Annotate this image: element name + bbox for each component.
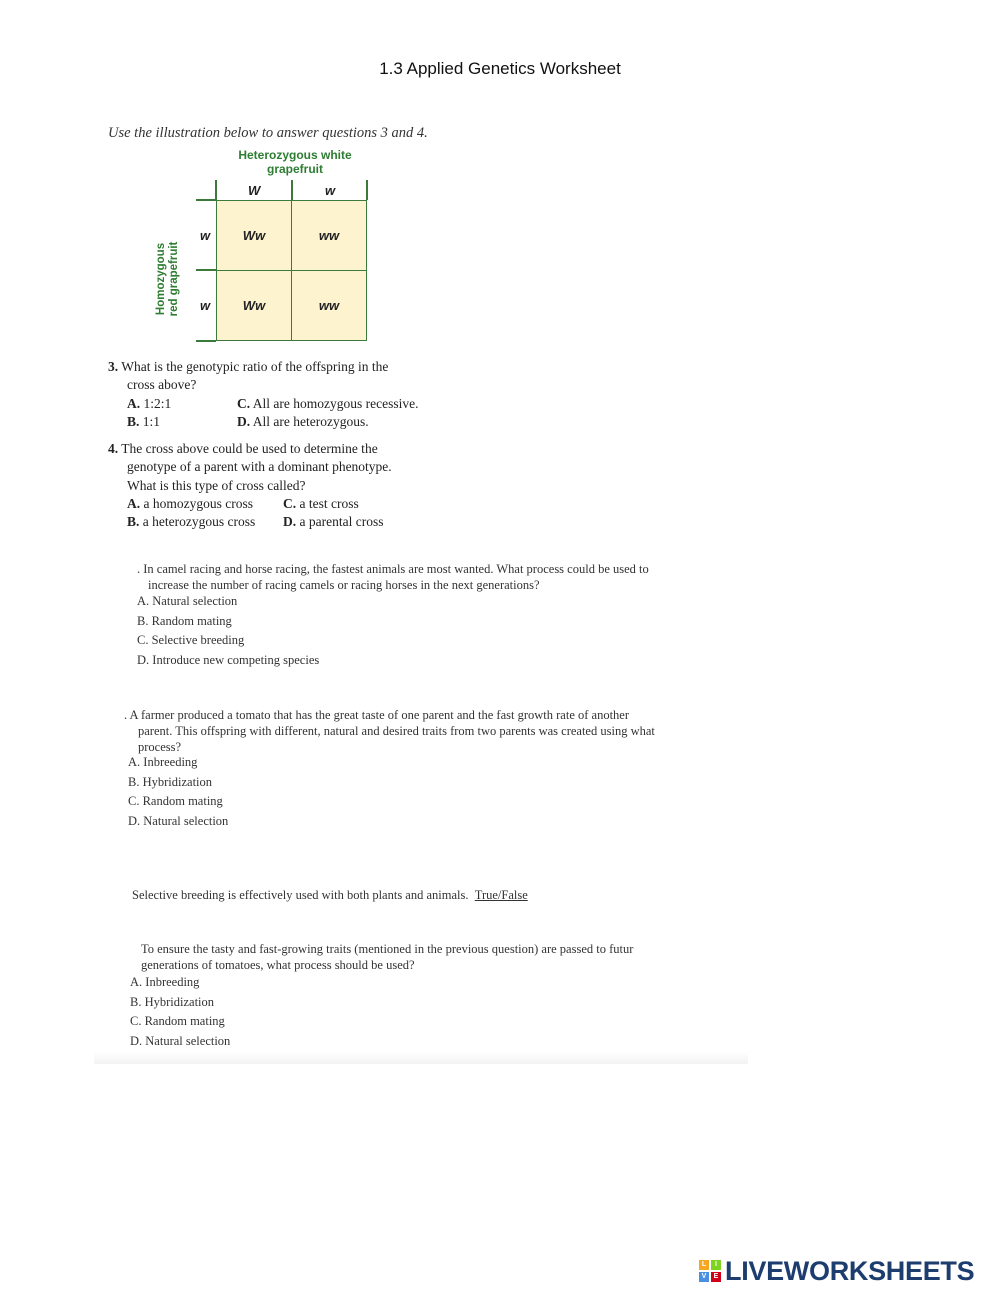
option-text: a homozygous cross (143, 495, 253, 511)
question-5 (137, 561, 757, 593)
option-text: a test cross (299, 495, 359, 511)
option-a[interactable] (127, 495, 283, 513)
question-text: . A farmer produced a tomato that has the great taste of one parent and the fast growth rate of another (124, 708, 630, 722)
row-allele-2: w (200, 298, 211, 313)
grid-line (196, 199, 216, 201)
option-letter: B. (127, 413, 140, 429)
question-4 (108, 440, 468, 531)
option-a[interactable]: A. Natural selection (137, 594, 238, 608)
liveworksheets-logo[interactable] (699, 1256, 974, 1286)
logo-square: L (699, 1260, 709, 1270)
question-8 (141, 941, 761, 973)
question-5-options (137, 592, 537, 670)
option-a[interactable] (127, 395, 237, 413)
option-c[interactable] (283, 495, 359, 513)
instructions: Use the illustration below to answer questions 3 and 4. (108, 125, 428, 141)
question-text: parent. This offspring with different, natural and desired traits from two parents was created using what (138, 724, 655, 738)
grid-line (196, 340, 216, 342)
col-allele-1: W (248, 183, 261, 198)
option-b[interactable]: B. Random mating (137, 613, 232, 628)
grid-line (215, 180, 217, 200)
option-c[interactable]: C. Selective breeding (137, 633, 245, 647)
option-text: a heterozygous cross (142, 514, 256, 530)
question-text: The cross above could be used to determine the (121, 441, 378, 456)
page-title: 1.3 Applied Genetics Worksheet (379, 59, 621, 78)
logo-square: V (699, 1272, 709, 1282)
grid-line (366, 180, 368, 200)
logo-square: E (711, 1272, 721, 1282)
question-number: 3. (108, 359, 119, 374)
punnett-top-label (215, 148, 375, 176)
question-text: increase the number of racing camels or racing horses in the next generations? (148, 578, 540, 592)
option-text: 1:2:1 (143, 395, 172, 411)
option-letter: A. (127, 495, 141, 511)
punnett-top-label-line1: Heterozygous white (238, 148, 352, 162)
option-b[interactable] (127, 413, 237, 431)
option-text: 1:1 (142, 413, 161, 429)
option-b[interactable]: B. Hybridization (130, 994, 215, 1009)
option-c[interactable]: C. Random mating (130, 1014, 225, 1028)
option-letter: B. (127, 514, 140, 530)
question-6 (124, 707, 764, 755)
option-letter: C. (237, 395, 251, 411)
grid-line (291, 180, 293, 200)
option-c[interactable] (237, 395, 418, 413)
question-text: What is this type of cross called? (127, 477, 306, 493)
punnett-cell: Ww (216, 270, 292, 341)
punnett-square (155, 146, 380, 346)
logo-square: I (711, 1260, 721, 1270)
punnett-side-label-line1: Homozygous (155, 242, 167, 316)
option-letter: C. (283, 495, 297, 511)
true-false-answer[interactable]: True/False (474, 888, 528, 902)
logo-squares-icon (699, 1260, 721, 1282)
option-text: All are heterozygous. (252, 413, 369, 429)
option-a[interactable]: A. Inbreeding (130, 975, 200, 989)
option-a[interactable]: A. Inbreeding (128, 755, 198, 769)
logo-text: LIVEWORKSHEETS (725, 1255, 975, 1286)
option-text: a parental cross (299, 514, 384, 530)
punnett-cell: ww (291, 200, 367, 271)
question-text: What is the genotypic ratio of the offspring in the (121, 359, 389, 374)
punnett-cell: ww (291, 270, 367, 341)
punnett-side-label (155, 229, 185, 329)
punnett-top-label-line2: grapefruit (266, 162, 323, 176)
question-text: . In camel racing and horse racing, the fastest animals are most wanted. What process could be used to (137, 562, 649, 576)
option-text: All are homozygous recessive. (252, 395, 419, 411)
grid-line (196, 269, 216, 271)
option-b[interactable]: B. Hybridization (128, 774, 213, 789)
question-text: generations of tomatoes, what process should be used? (141, 958, 415, 972)
option-letter: A. (127, 395, 141, 411)
question-text: To ensure the tasty and fast-growing traits (mentioned in the previous question) are passed to futur (141, 942, 634, 956)
option-d[interactable]: D. Introduce new competing species (137, 652, 320, 667)
question-8-options (130, 973, 530, 1051)
option-letter: D. (237, 413, 251, 429)
question-text: process? (138, 740, 182, 754)
option-d[interactable]: D. Natural selection (128, 813, 229, 828)
col-allele-2: w (325, 183, 336, 198)
punnett-cell: Ww (216, 200, 292, 271)
question-number: 4. (108, 441, 119, 456)
question-text: genotype of a parent with a dominant phenotype. (127, 459, 392, 475)
option-b[interactable] (127, 513, 283, 531)
question-7 (132, 886, 732, 906)
option-d[interactable] (283, 513, 383, 531)
option-letter: D. (283, 514, 297, 530)
scan-edge (94, 1052, 748, 1064)
option-d[interactable] (237, 413, 369, 431)
question-text: Selective breeding is effectively used with both plants and animals. (132, 888, 469, 902)
row-allele-1: w (200, 228, 211, 243)
question-6-options (128, 753, 528, 831)
punnett-side-label-line2: red grapefruit (168, 241, 180, 317)
question-3 (108, 358, 468, 431)
question-text: cross above? (127, 377, 197, 393)
option-c[interactable]: C. Random mating (128, 794, 223, 808)
option-d[interactable]: D. Natural selection (130, 1033, 231, 1048)
